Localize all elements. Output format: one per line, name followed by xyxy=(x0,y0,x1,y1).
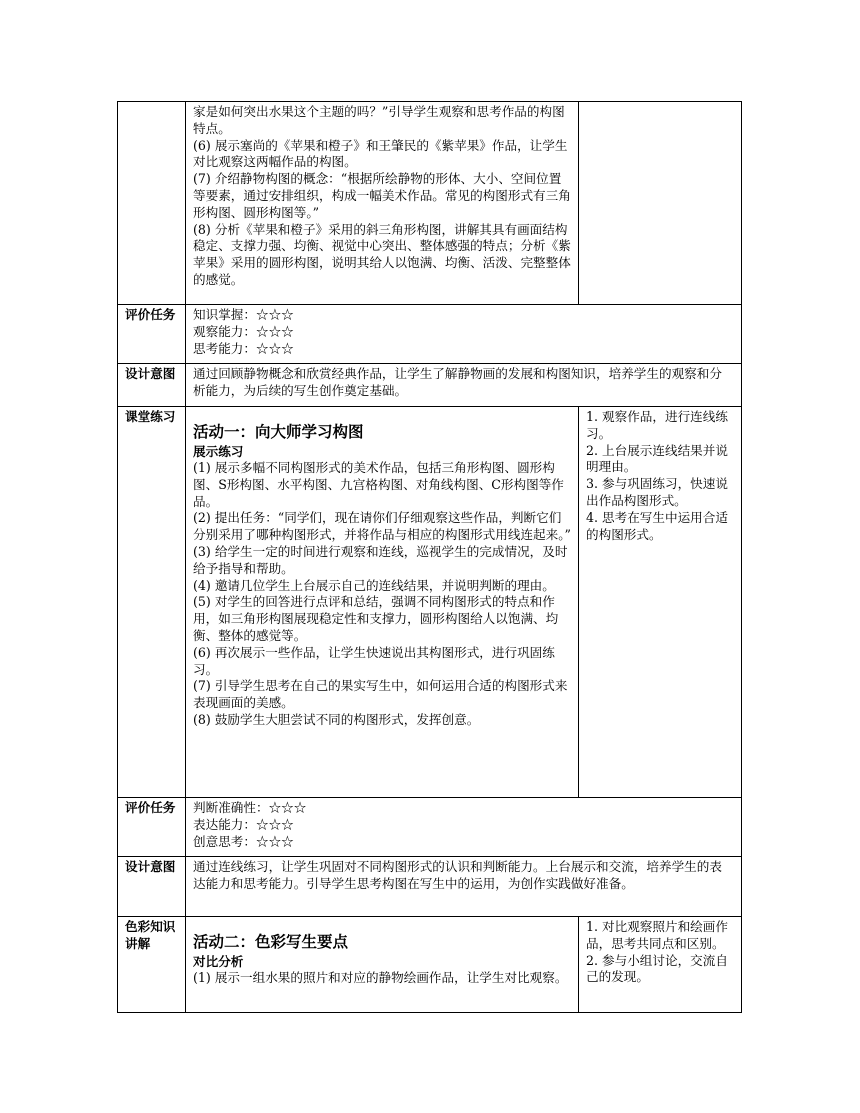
step-item: (4) 邀请几位学生上台展示自己的连线结果，并说明判断的理由。 xyxy=(193,577,555,593)
evaluation-cell xyxy=(186,305,742,364)
table-row xyxy=(118,857,742,917)
student-step: 1. 对比观察照片和绘画作品，思考共同点和区别。 xyxy=(586,919,728,951)
table-row xyxy=(118,102,742,305)
row-label: 色彩知识讲解 xyxy=(118,917,186,1013)
evaluation-item: 表达能力：☆☆☆ xyxy=(193,816,294,832)
content-paragraph: (6) 展示塞尚的《苹果和橙子》和王肇民的《紫苹果》作品，让学生对比观察这两幅作品的构图。 xyxy=(193,137,568,170)
step-item: (8) 鼓励学生大胆尝试不同的构图形式，发挥创意。 xyxy=(193,711,480,727)
table-row xyxy=(118,917,742,1013)
teacher-activity-cell xyxy=(186,407,579,798)
row-label: 设计意图 xyxy=(118,857,186,917)
lesson-plan-table xyxy=(117,101,742,1013)
content-paragraph: (7) 介绍静物构图的概念：“根据所绘静物的形体、大小、空间位置等要素，通过安排组织，构成一幅美术作品。常见的构图形式有三角形构图、圆形构图等。” xyxy=(193,171,571,220)
student-step: 3. 参与巩固练习，快速说出作品构图形式。 xyxy=(586,476,728,508)
step-item: (5) 对学生的回答进行点评和总结，强调不同构图形式的特点和作用，如三角形构图展现稳定性和支撑力，圆形构图给人以饱满、均衡、整体的感觉等。 xyxy=(193,594,559,643)
design-intent-cell xyxy=(186,857,742,917)
student-step: 2. 上台展示连线结果并说明理由。 xyxy=(586,442,728,475)
table-row xyxy=(118,407,742,798)
content-paragraph: (8) 分析《苹果和橙子》采用的斜三角形构图，讲解其具有画面结构稳定、支撑力强、均衡、视觉中心突出、整体感强的特点；分析《紫苹果》采用的圆形构图，说明其给人以饱满、均衡、活泼、完整整体的感觉。 xyxy=(193,221,571,287)
table-row xyxy=(118,798,742,857)
evaluation-cell xyxy=(186,798,742,857)
step-item: (1) 展示一组水果的照片和对应的静物绘画作品，让学生对比观察。 xyxy=(193,970,568,985)
activity-title: 活动一：向大师学习构图 xyxy=(193,423,364,441)
step-item: (1) 展示多幅不同构图形式的美术作品，包括三角形构图、圆形构图、S形构图、水平构图、九宫格构图、对角线构图、C形构图等作品。 xyxy=(193,460,564,509)
design-intent-cell xyxy=(186,364,742,407)
evaluation-item: 观察能力：☆☆☆ xyxy=(193,323,294,339)
evaluation-item: 思考能力：☆☆☆ xyxy=(193,340,294,356)
student-activity-cell xyxy=(579,407,742,798)
content-paragraph: 家是如何突出水果这个主题的吗？”引导学生观察和思考作品的构图特点。 xyxy=(193,104,565,136)
step-item: (3) 给学生一定的时间进行观察和连线，巡视学生的完成情况，及时给予指导和帮助。 xyxy=(193,543,568,576)
step-item: (7) 引导学生思考在自己的果实写生中，如何运用合适的构图形式来表现画面的美感。 xyxy=(193,678,568,711)
row-label: 设计意图 xyxy=(118,364,186,407)
teacher-activity-cell xyxy=(186,102,579,305)
evaluation-item: 知识掌握：☆☆☆ xyxy=(193,307,294,322)
row-label: 评价任务 xyxy=(118,798,186,857)
teacher-activity-cell xyxy=(186,917,579,1013)
activity-title: 活动二：色彩写生要点 xyxy=(193,933,349,951)
row-label: 课堂练习 xyxy=(118,407,186,798)
student-step: 2. 参与小组讨论，交流自己的发现。 xyxy=(586,952,728,985)
row-label-empty xyxy=(118,102,186,305)
activity-subtitle: 对比分析 xyxy=(193,954,244,969)
step-item: (6) 再次展示一些作品，让学生快速说出其构图形式，进行巩固练习。 xyxy=(193,644,555,677)
step-item: (2) 提出任务：“同学们，现在请你们仔细观察这些作品，判断它们分别采用了哪种构图形式，并将作品与相应的构图形式用线连起来。” xyxy=(193,510,571,543)
table-row xyxy=(118,305,742,364)
row-label: 评价任务 xyxy=(118,305,186,364)
student-activity-cell xyxy=(579,102,742,305)
student-step: 1. 观察作品，进行连线练习。 xyxy=(586,409,728,441)
student-step: 4. 思考在写生中运用合适的构图形式。 xyxy=(586,509,728,542)
design-intent-text: 通过回顾静物概念和欣赏经典作品，让学生了解静物画的发展和构图知识，培养学生的观察和分析能力，为后续的写生创作奠定基础。 xyxy=(193,366,722,398)
table-row xyxy=(118,364,742,407)
evaluation-item: 判断准确性：☆☆☆ xyxy=(193,800,307,815)
evaluation-item: 创意思考：☆☆☆ xyxy=(193,833,294,849)
activity-subtitle: 展示练习 xyxy=(193,444,244,459)
student-activity-cell xyxy=(579,917,742,1013)
design-intent-text: 通过连线练习，让学生巩固对不同构图形式的认识和判断能力。上台展示和交流，培养学生的表达能力和思考能力。引导学生思考构图在写生中的运用，为创作实践做好准备。 xyxy=(193,859,722,891)
